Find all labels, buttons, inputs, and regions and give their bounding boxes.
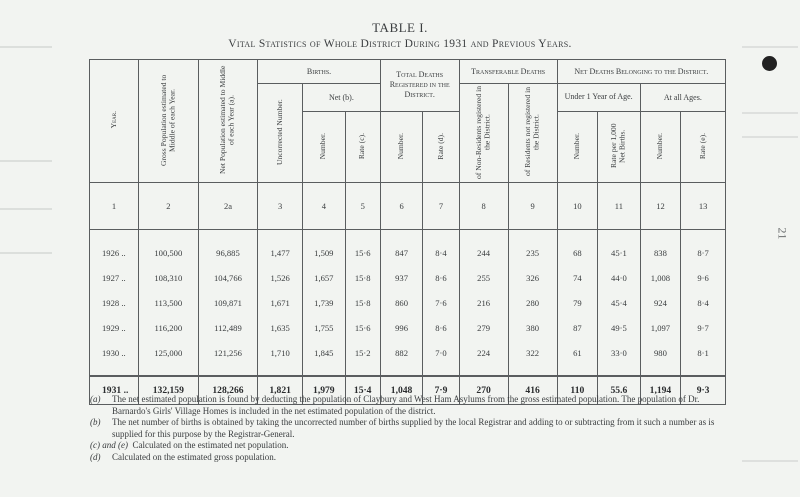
cell-gross-population: 113,500: [139, 290, 199, 315]
ink-blot: [762, 56, 777, 71]
column-number: 10: [557, 183, 597, 230]
column-number: 3: [258, 183, 303, 230]
cell-under1-number: 79: [557, 290, 597, 315]
footnote-label: (a): [90, 394, 101, 404]
cell-all-ages-number: 1,097: [640, 315, 680, 340]
cell-gross-population: 125,000: [139, 340, 199, 365]
cell-net-births: 1,657: [303, 265, 346, 290]
cell-under1-rate: 44·0: [598, 265, 641, 290]
header-net-population: Net Population estimated to Middle of each Year (a).: [198, 60, 258, 183]
header-all-ages-number: Number.: [640, 111, 680, 182]
cell-uncorrected-births: 1,526: [258, 265, 303, 290]
cell-birth-rate: 15·8: [345, 265, 380, 290]
column-number: 9: [508, 183, 557, 230]
header-births: Births.: [258, 60, 380, 84]
cell-all-ages-number: 924: [640, 290, 680, 315]
bleed-through-mark: [742, 136, 798, 138]
header-rate-e: Rate (e).: [681, 111, 726, 182]
cell-all-ages-rate: 8·7: [681, 240, 726, 265]
column-number: 11: [598, 183, 641, 230]
cell-under1-rate: 55.6: [598, 376, 641, 405]
cell-total-deaths: 996: [380, 315, 423, 340]
cell-year: 1931 ..: [90, 376, 139, 405]
cell-total-deaths: 860: [380, 290, 423, 315]
footnote-d: [90, 452, 730, 464]
cell-residents: 322: [508, 340, 557, 365]
cell-under1-number: 68: [557, 240, 597, 265]
header-rate-d: Rate (d).: [423, 111, 459, 182]
cell-birth-rate: 15·2: [345, 340, 380, 365]
header-residents: of Residents not registered in the District.: [508, 84, 557, 183]
table-row: [90, 265, 726, 290]
header-rate-per-1000: Rate per 1,000 Net Births.: [598, 111, 641, 182]
cell-residents: 235: [508, 240, 557, 265]
cell-all-ages-number: 1,194: [640, 376, 680, 405]
cell-uncorrected-births: 1,671: [258, 290, 303, 315]
table-row: [90, 315, 726, 340]
footnote-label: (d): [90, 451, 101, 462]
cell-uncorrected-births: 1,635: [258, 315, 303, 340]
cell-death-rate: 8·6: [423, 265, 459, 290]
page-number: 21: [775, 227, 790, 240]
footnote-text: The net number of births is obtained by taking the uncorrected number of births supplied by the local Registrar and adding to or subtracting from it such a number as is supplied for this purpose by the Registrar-General.: [112, 417, 715, 439]
cell-under1-number: 110: [557, 376, 597, 405]
cell-uncorrected-births: 1,821: [258, 376, 303, 405]
column-number: 2: [139, 183, 199, 230]
header-net-deaths: Net Deaths Belonging to the District.: [557, 60, 725, 84]
bleed-through-mark: [742, 112, 798, 114]
header-year: Year.: [90, 60, 139, 183]
cell-year: 1928 ..: [90, 290, 139, 315]
cell-non-residents: 224: [459, 340, 508, 365]
header-net-births: Net (b).: [303, 84, 381, 112]
cell-net-population: 128,266: [198, 376, 258, 405]
column-number: 1: [90, 183, 139, 230]
cell-net-population: 112,489: [198, 315, 258, 340]
footnote-text: The net estimated population is found by deducting the population of Claybury and West Ham Asylums from the gross estimated population. The population of Dr. Barnardo's Girls' Village Homes is included in the net estimated population of the district.: [112, 394, 700, 416]
cell-under1-rate: 33·0: [598, 340, 641, 365]
bleed-through-mark: [742, 46, 798, 48]
cell-net-population: 121,256: [198, 340, 258, 365]
cell-residents: 380: [508, 315, 557, 340]
header-under1-number: Number.: [557, 111, 597, 182]
cell-net-births: 1,755: [303, 315, 346, 340]
column-number: 8: [459, 183, 508, 230]
header-uncorrected-number: Uncorrected Number.: [258, 84, 303, 183]
cell-uncorrected-births: 1,477: [258, 240, 303, 265]
cell-net-births: 1,845: [303, 340, 346, 365]
cell-birth-rate: 15·8: [345, 290, 380, 315]
cell-all-ages-rate: 9·3: [681, 376, 726, 405]
cell-under1-rate: 45·1: [598, 240, 641, 265]
cell-total-deaths: 847: [380, 240, 423, 265]
cell-under1-number: 74: [557, 265, 597, 290]
bleed-through-mark: [0, 46, 52, 48]
header-non-residents: of Non-Residents registered in the District.: [459, 84, 508, 183]
cell-gross-population: 108,310: [139, 265, 199, 290]
bleed-through-mark: [0, 160, 52, 162]
table-row: [90, 290, 726, 315]
cell-non-residents: 270: [459, 376, 508, 405]
header-births-number: Number.: [303, 111, 346, 182]
cell-all-ages-rate: 8·1: [681, 340, 726, 365]
cell-all-ages-rate: 8·4: [681, 290, 726, 315]
table-subtitle: Vital Statistics of Whole District During 1931 and Previous Years.: [228, 38, 572, 50]
cell-non-residents: 244: [459, 240, 508, 265]
cell-year: 1926 ..: [90, 240, 139, 265]
cell-net-births: 1,739: [303, 290, 346, 315]
column-number: 2a: [198, 183, 258, 230]
cell-total-deaths: 1,048: [380, 376, 423, 405]
cell-birth-rate: 15·6: [345, 240, 380, 265]
cell-death-rate: 8·4: [423, 240, 459, 265]
cell-year: 1927 ..: [90, 265, 139, 290]
cell-death-rate: 7·6: [423, 290, 459, 315]
cell-net-population: 96,885: [198, 240, 258, 265]
cell-gross-population: 132,159: [139, 376, 199, 405]
header-transferable-deaths: Transferable Deaths: [459, 60, 557, 84]
header-all-ages: At all Ages.: [640, 84, 725, 112]
cell-gross-population: 116,200: [139, 315, 199, 340]
cell-gross-population: 100,500: [139, 240, 199, 265]
cell-residents: 280: [508, 290, 557, 315]
cell-death-rate: 7·0: [423, 340, 459, 365]
column-number: 13: [681, 183, 726, 230]
cell-under1-rate: 45·4: [598, 290, 641, 315]
cell-non-residents: 279: [459, 315, 508, 340]
cell-total-deaths: 937: [380, 265, 423, 290]
cell-all-ages-rate: 9·6: [681, 265, 726, 290]
header-gross-population: Gross Population estimated to Middle of each Year.: [139, 60, 199, 183]
cell-residents: 416: [508, 376, 557, 405]
cell-death-rate: 7·9: [423, 376, 459, 405]
cell-net-births: 1,509: [303, 240, 346, 265]
cell-under1-rate: 49·5: [598, 315, 641, 340]
footnotes: [90, 394, 730, 463]
cell-net-births: 1,979: [303, 376, 346, 405]
cell-net-population: 104,766: [198, 265, 258, 290]
column-number: 7: [423, 183, 459, 230]
cell-birth-rate: 15·6: [345, 315, 380, 340]
cell-year: 1929 ..: [90, 315, 139, 340]
cell-birth-rate: 15·4: [345, 376, 380, 405]
cell-residents: 326: [508, 265, 557, 290]
cell-all-ages-number: 838: [640, 240, 680, 265]
footnote-label: (b): [90, 417, 101, 427]
bleed-through-mark: [0, 208, 52, 210]
cell-net-population: 109,871: [198, 290, 258, 315]
footnote-a: [90, 394, 730, 417]
bleed-through-mark: [0, 252, 52, 254]
header-rate-c: Rate (c).: [345, 111, 380, 182]
cell-non-residents: 216: [459, 290, 508, 315]
table-row: [90, 240, 726, 265]
footnote-text: Calculated on the estimated gross population.: [112, 451, 276, 462]
footnote-label: (c) and (e): [90, 440, 128, 450]
footnote-b: [90, 417, 730, 440]
column-number: 6: [380, 183, 423, 230]
cell-death-rate: 8·6: [423, 315, 459, 340]
cell-all-ages-rate: 9·7: [681, 315, 726, 340]
cell-year: 1930 ..: [90, 340, 139, 365]
table-title: TABLE I.: [372, 20, 428, 35]
cell-all-ages-number: 980: [640, 340, 680, 365]
cell-uncorrected-births: 1,710: [258, 340, 303, 365]
cell-total-deaths: 882: [380, 340, 423, 365]
bleed-through-mark: [742, 460, 798, 462]
column-number-row: [90, 183, 726, 230]
footnote-c-e: [90, 440, 730, 452]
header-deaths-number: Number.: [380, 111, 423, 182]
cell-under1-number: 87: [557, 315, 597, 340]
cell-all-ages-number: 1,008: [640, 265, 680, 290]
footnote-text: Calculated on the estimated net population.: [132, 440, 289, 450]
header-under-1-year: Under 1 Year of Age.: [557, 84, 640, 112]
vital-statistics-table: [89, 59, 726, 405]
cell-non-residents: 255: [459, 265, 508, 290]
column-number: 12: [640, 183, 680, 230]
table-row: [90, 340, 726, 365]
cell-under1-number: 61: [557, 340, 597, 365]
header-total-deaths: Total Deaths Registered in the District.: [380, 60, 459, 112]
column-number: 5: [345, 183, 380, 230]
column-number: 4: [303, 183, 346, 230]
